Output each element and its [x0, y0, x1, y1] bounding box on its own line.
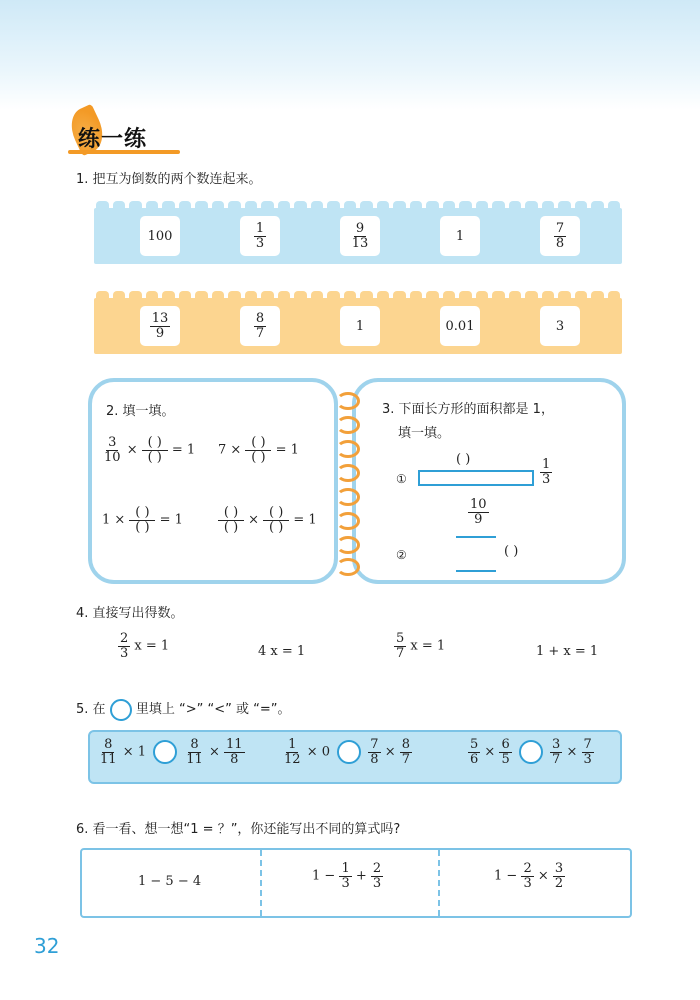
denominator: 3: [542, 471, 551, 487]
q4-prompt: 4. 直接写出得数。: [76, 606, 184, 621]
expression-rest: × 0: [306, 744, 330, 760]
q5-comparison-bar: [88, 730, 622, 784]
denominator: 9: [474, 511, 483, 527]
blank-numerator[interactable]: ( ): [142, 436, 168, 451]
q3-item1-label: ①: [396, 472, 407, 486]
ring-icon: [336, 416, 360, 434]
q5-prompt-end: 里填上 “>” “<” 或 “=”。: [135, 702, 291, 717]
q1-card[interactable]: [340, 306, 380, 346]
q2-prompt: 2. 填一填。: [106, 404, 175, 419]
card-value: 1: [455, 228, 465, 244]
fraction: [150, 312, 171, 340]
q6-formula-2: [312, 862, 383, 890]
blank-numerator[interactable]: ( ): [129, 506, 155, 521]
fraction: [468, 498, 489, 526]
denominator: 11: [186, 751, 203, 767]
fraction: [553, 862, 565, 890]
q1-row2-strip: [94, 298, 622, 354]
fraction: [540, 458, 552, 486]
denominator: 7: [396, 645, 405, 661]
q2-eq4: [218, 506, 317, 534]
q1-prompt: 1. 把互为倒数的两个数连起来。: [76, 172, 262, 187]
answer-circle[interactable]: [519, 740, 543, 764]
blank-numerator[interactable]: ( ): [218, 506, 244, 521]
expression-rest: x = 1: [410, 638, 446, 654]
ring-icon: [336, 512, 360, 530]
denominator: 3: [255, 235, 265, 251]
denominator: 8: [555, 235, 565, 251]
denominator: 3: [583, 751, 592, 767]
blank-denominator[interactable]: ( ): [269, 519, 284, 535]
fraction: [371, 862, 383, 890]
operator: ×: [384, 744, 396, 760]
denominator: 8: [230, 751, 239, 767]
strip-teeth: [94, 291, 622, 299]
fraction: [102, 436, 123, 464]
q6-answer-box: [80, 848, 632, 918]
numerator: 3: [108, 435, 117, 450]
card-value: 3: [555, 318, 565, 334]
blank-denominator[interactable]: ( ): [251, 449, 266, 465]
numerator: 1: [255, 220, 265, 236]
numerator: 8: [104, 737, 113, 752]
denominator: 5: [501, 751, 510, 767]
denominator: 3: [523, 875, 532, 891]
numerator: 5: [396, 631, 405, 646]
ring-icon: [336, 536, 360, 554]
fraction: [350, 222, 371, 250]
section-title: [68, 120, 188, 154]
denominator: 11: [100, 751, 117, 767]
denominator: 7: [552, 751, 561, 767]
numerator: 1: [542, 457, 551, 472]
numerator: 7: [370, 737, 379, 752]
strip-teeth: [94, 201, 622, 209]
fraction: [368, 738, 380, 766]
q5-compare-2: [282, 738, 412, 766]
denominator: 3: [120, 645, 129, 661]
numerator: 8: [190, 737, 199, 752]
operator: ×: [484, 744, 496, 760]
operator: ×: [248, 512, 260, 528]
numerator: 6: [501, 737, 510, 752]
q3-prompt-line1: 3. 下面长方形的面积都是 1，: [382, 402, 554, 417]
ring-icon: [336, 464, 360, 482]
q3-prompt-line2: 填一填。: [398, 426, 451, 441]
card-value: 0.01: [445, 318, 475, 334]
numerator: 8: [255, 310, 265, 326]
denominator: 12: [284, 751, 301, 767]
numerator: 3: [552, 737, 561, 752]
blank-denominator[interactable]: ( ): [223, 519, 239, 535]
denominator: 10: [104, 449, 121, 465]
denominator: 2: [554, 875, 564, 891]
fraction: [254, 312, 266, 340]
numerator: 7: [555, 220, 565, 236]
q1-card[interactable]: [140, 306, 180, 346]
denominator: 6: [470, 751, 479, 767]
numerator: 11: [226, 737, 243, 752]
q1-card[interactable]: [340, 216, 380, 256]
ring-icon: [336, 392, 360, 410]
q3-item1-side: [540, 458, 552, 486]
equals-one: = 1: [275, 442, 299, 458]
blank-numerator[interactable]: ( ): [245, 436, 271, 451]
q5-prompt: [76, 698, 290, 721]
expression-prefix: 1 ×: [102, 512, 126, 528]
operator: ×: [208, 744, 220, 760]
fraction: [521, 862, 533, 890]
q3-item2-side-blank[interactable]: ( ): [504, 544, 519, 559]
expression-prefix: 1 −: [312, 868, 336, 884]
card-value: 1: [355, 318, 365, 334]
numerator: 7: [583, 737, 592, 752]
notebook-rings: [332, 392, 362, 572]
denominator: 13: [351, 235, 369, 251]
page-number: 32: [34, 934, 60, 958]
operator: +: [355, 868, 367, 884]
card-value: 100: [147, 228, 173, 244]
circle-icon: [110, 699, 132, 721]
numerator: 8: [401, 737, 411, 752]
fraction: [400, 738, 412, 766]
q4-expr3: [394, 632, 445, 660]
answer-circle[interactable]: [153, 740, 177, 764]
blank-fraction[interactable]: [245, 436, 271, 464]
denominator: 7: [255, 325, 265, 341]
ring-icon: [336, 440, 360, 458]
blank-fraction[interactable]: [129, 506, 155, 534]
q1-card[interactable]: [540, 306, 580, 346]
fraction: [554, 222, 566, 250]
q3-item2-label: ②: [396, 548, 407, 562]
ring-icon: [336, 488, 360, 506]
q5-compare-3: [468, 738, 594, 766]
equals-one: = 1: [159, 512, 183, 528]
fraction: [118, 632, 130, 660]
numerator: 10: [470, 497, 487, 512]
operator: ×: [126, 442, 138, 458]
q2-eq1: [102, 436, 195, 464]
ring-icon: [336, 558, 360, 576]
blank-fraction[interactable]: [263, 506, 289, 534]
expression-prefix: 7 ×: [218, 442, 242, 458]
numerator: 13: [151, 310, 169, 326]
blank-fraction[interactable]: [218, 506, 244, 534]
divider: [438, 850, 440, 916]
q4-expr2: 4 x = 1: [258, 644, 306, 659]
operator: ×: [537, 868, 549, 884]
fraction: [499, 738, 511, 766]
fraction: [254, 222, 266, 250]
q4-expr4: 1 + x = 1: [536, 644, 599, 659]
expression-rest: × 1: [122, 744, 146, 760]
q1-card[interactable]: [440, 306, 480, 346]
numerator: 1: [341, 861, 350, 876]
blank-numerator[interactable]: ( ): [263, 506, 289, 521]
blank-denominator[interactable]: ( ): [147, 449, 162, 465]
denominator: 3: [372, 875, 382, 891]
answer-circle[interactable]: [337, 740, 361, 764]
denominator: 7: [401, 751, 411, 767]
fraction: [98, 738, 119, 766]
q1-card[interactable]: [240, 216, 280, 256]
denominator: 3: [341, 875, 350, 891]
operator: ×: [566, 744, 578, 760]
q4-expr1: [118, 632, 169, 660]
q5-prompt-start: 5. 在: [76, 702, 106, 717]
numerator: 2: [523, 861, 532, 876]
fraction: [550, 738, 562, 766]
fraction: [184, 738, 205, 766]
expression-rest: x = 1: [134, 638, 170, 654]
blank-denominator[interactable]: ( ): [135, 519, 150, 535]
numerator: 9: [355, 220, 365, 236]
q6-formula-3: [494, 862, 565, 890]
denominator: 8: [370, 751, 379, 767]
numerator: 3: [554, 861, 564, 876]
q1-card[interactable]: [240, 306, 280, 346]
equals-one: = 1: [293, 512, 317, 528]
q1-row1-strip: [94, 208, 622, 264]
fraction: [339, 862, 351, 890]
denominator: 9: [155, 325, 165, 341]
divider: [260, 850, 262, 916]
equals-one: = 1: [171, 442, 196, 458]
q6-formula-1: 1 − 5 − 4: [138, 874, 202, 889]
fraction: [224, 738, 245, 766]
numerator: 1: [288, 737, 297, 752]
q3-rectangle-1: [418, 470, 534, 486]
q1-card[interactable]: [440, 216, 480, 256]
blank-fraction[interactable]: [142, 436, 168, 464]
numerator: 2: [120, 631, 129, 646]
fraction: [582, 738, 594, 766]
q1-card[interactable]: [140, 216, 180, 256]
q3-item2-top: [468, 498, 489, 526]
fraction: [394, 632, 406, 660]
q2-eq3: [102, 506, 183, 534]
fraction: [468, 738, 480, 766]
numerator: 5: [470, 737, 479, 752]
numerator: 2: [372, 861, 382, 876]
q6-prompt: 6. 看一看、想一想“1 = ？”，你还能写出不同的算式吗?: [76, 822, 401, 837]
expression-prefix: 1 −: [494, 868, 518, 884]
q5-compare-1: [98, 738, 245, 766]
section-title-text: 练一练: [78, 127, 148, 152]
q3-rectangle-2: [456, 536, 496, 572]
q1-card[interactable]: [540, 216, 580, 256]
fraction: [282, 738, 303, 766]
q2-eq2: [218, 436, 299, 464]
q3-item1-top-blank[interactable]: ( ): [456, 452, 471, 467]
